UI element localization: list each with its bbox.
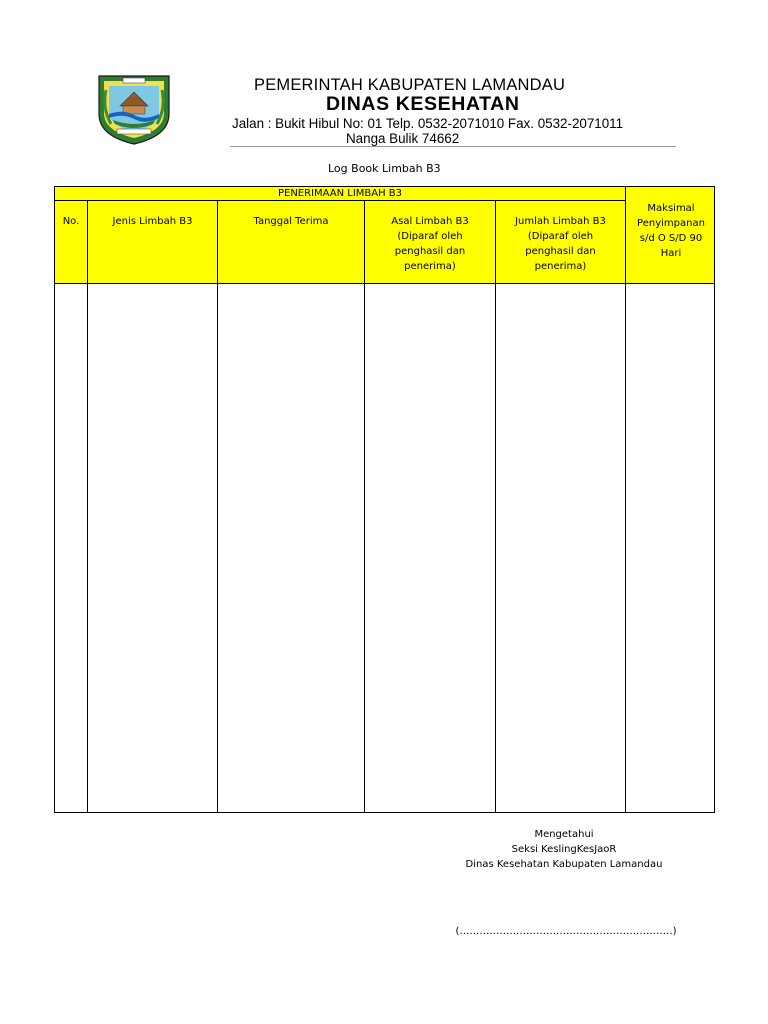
- letterhead-agency: DINAS KESEHATAN: [326, 93, 520, 115]
- column-header-jumlah: Jumlah Limbah B3 (Diparaf oleh penghasil dan penerima): [515, 216, 606, 272]
- approval-section: Seksi KeslingKesJaoR: [511, 844, 617, 855]
- signature-line: (……………………………………………………….): [455, 926, 677, 937]
- column-divider: [87, 200, 88, 812]
- column-divider: [625, 187, 626, 812]
- column-divider: [217, 200, 218, 812]
- column-divider: [495, 200, 496, 812]
- lamandau-regency-emblem-icon: [93, 70, 175, 146]
- letterhead-address: Jalan : Bukit Hibul No: 01 Telp. 0532-2071010 Fax. 0532-2071011: [232, 116, 624, 131]
- group-header: PENERIMAAN LIMBAH B3: [277, 188, 403, 199]
- letterhead-government: PEMERINTAH KABUPATEN LAMANDAU: [254, 76, 566, 94]
- column-header-maksimal: Maksimal Penyimpanan s/d O S/D 90 Hari: [637, 203, 705, 259]
- letterhead-divider: [230, 146, 676, 147]
- approval-agency: Dinas Kesehatan Kabupaten Lamandau: [465, 859, 663, 870]
- column-header-tanggal: Tanggal Terima: [253, 216, 329, 227]
- letterhead-city: Nanga Bulik 74662: [346, 131, 460, 146]
- column-divider: [364, 200, 365, 812]
- document-title: Log Book Limbah B3: [328, 162, 441, 175]
- column-header-asal: Asal Limbah B3 (Diparaf oleh penghasil dan penerima): [391, 216, 469, 272]
- logbook-table: [54, 186, 715, 813]
- column-header-no: No.: [62, 216, 80, 227]
- column-header-jenis: Jenis Limbah B3: [112, 216, 193, 227]
- approval-mengetahui: Mengetahui: [534, 829, 594, 840]
- group-header-divider: [55, 200, 625, 201]
